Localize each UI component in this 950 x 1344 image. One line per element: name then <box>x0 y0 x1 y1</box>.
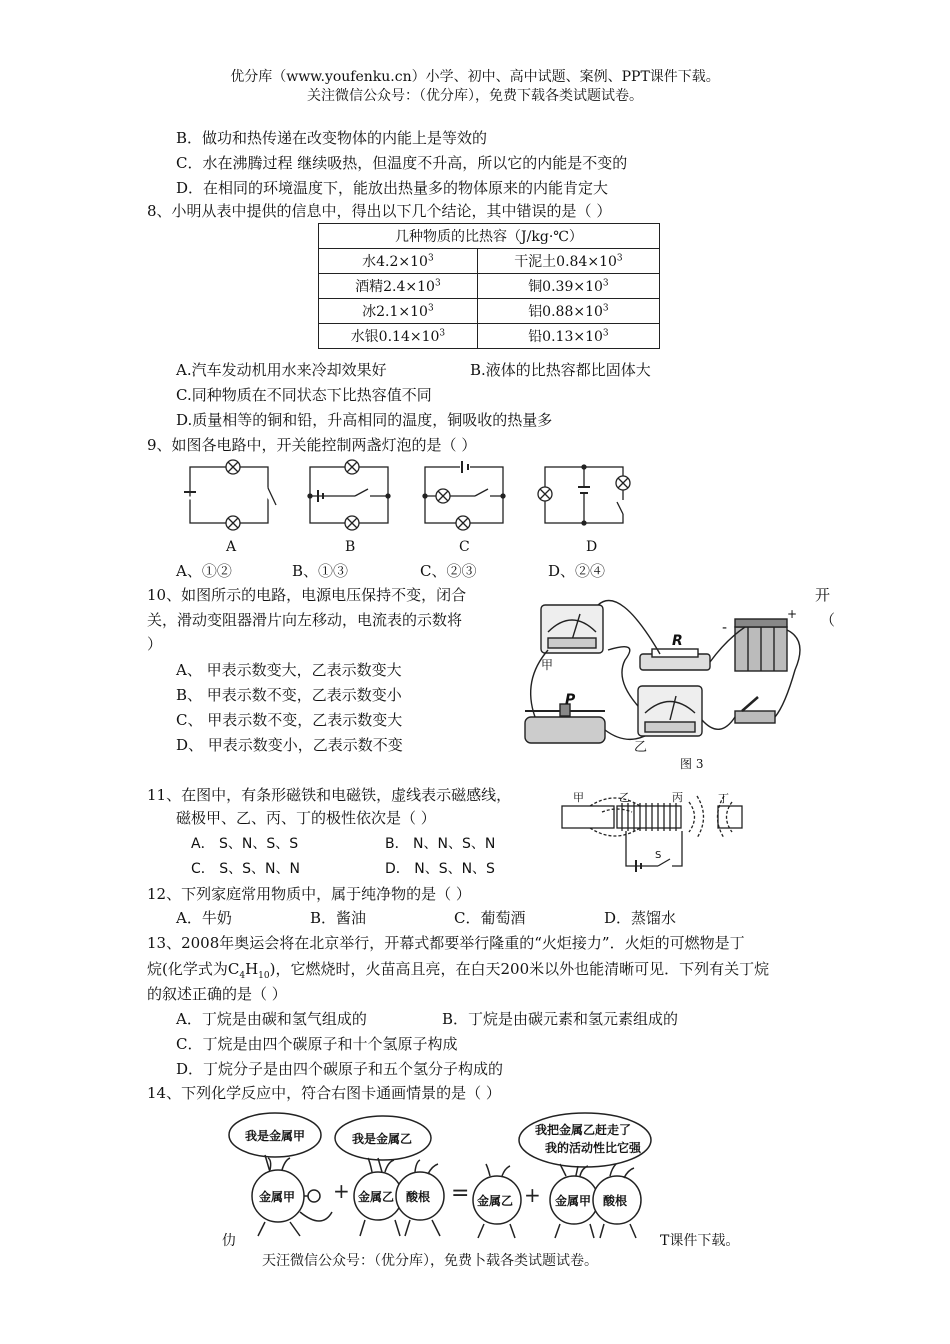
subscript-4: 4 <box>239 971 246 981</box>
q10-option-a: A、 甲表示数变大，乙表示数变大 <box>176 661 402 679</box>
q13-option-d: D．丁烷分子是由四个碳原子和五个氢分子构成的 <box>176 1060 504 1078</box>
circuit-label-b: B <box>345 539 356 555</box>
pole-jia: 甲 <box>573 791 584 804</box>
header-line-2: 关注微信公众号：（优分库），免费下载各类试题试卷。 <box>307 88 643 104</box>
q11-option-d: D． N、S、N、S <box>385 861 495 877</box>
q10-line-3: ） <box>147 635 163 653</box>
q8-option-a: A.汽车发动机用水来冷却效果好 <box>176 361 387 379</box>
char-4-label-b: 酸根 <box>603 1194 628 1208</box>
fig-label-jia: 甲 <box>541 658 554 672</box>
q14-stem: 14、下列化学反应中，符合右图卡通画情景的是（ ） <box>147 1084 501 1102</box>
table-cell: 铜0.39×10 <box>528 279 603 295</box>
q12-option-b: B．酱油 <box>310 909 367 927</box>
char-2-label-b: 酸根 <box>406 1190 431 1204</box>
q10-line-1: 10、如图所示的电路，电源电压保持不变，闭合 <box>147 586 467 604</box>
table-cell: 铅0.13×10 <box>528 329 603 345</box>
fig-label-plus: + <box>787 607 798 621</box>
pole-bing: 丙 <box>672 791 683 804</box>
fig-label-minus: - <box>722 620 728 636</box>
exponent: 3 <box>602 303 609 314</box>
switch-label-s: S <box>655 850 662 861</box>
circuit-label-d: D <box>586 539 598 555</box>
hydrogen-symbol: H <box>245 960 259 978</box>
table-cell: 铝0.88×10 <box>528 304 603 320</box>
char-4-label-a: 金属甲 <box>555 1194 592 1208</box>
q7-option-b: B．做功和热传递在改变物体的内能上是等效的 <box>176 129 488 147</box>
q8-option-d: D.质量相等的铜和铅，升高相同的温度，铜吸收的热量多 <box>176 411 553 429</box>
q13-option-a: A．丁烷是由碳和氢气组成的 <box>176 1010 367 1028</box>
q12-option-d: D．蒸馏水 <box>604 909 677 927</box>
circuit-label-c: C <box>459 539 470 555</box>
bubble-1-text: 我是金属甲 <box>245 1129 306 1143</box>
exponent: 3 <box>616 253 623 264</box>
fig-label-p: P <box>565 692 576 708</box>
bubble-3-text-b: 我的活动性比它强 <box>545 1141 642 1155</box>
exponent: 3 <box>427 253 434 264</box>
q13-line-1: 13、2008年奥运会将在北京举行，开幕式都要举行隆重的“火炬接力”．火炬的可燃物是丁 <box>147 934 745 952</box>
q12-stem: 12、下列家庭常用物质中，属于纯净物的是（ ） <box>147 885 471 903</box>
q11-line-2: 磁极甲、乙、丙、丁的极性依次是（ ） <box>176 809 436 827</box>
char-2-label-a: 金属乙 <box>358 1190 395 1204</box>
table-cell: 冰2.1×10 <box>362 304 428 320</box>
q9-stem: 9、如图各电路中，开关能控制两盏灯泡的是（ ） <box>147 436 477 454</box>
char-3-label: 金属乙 <box>477 1194 514 1208</box>
q13-option-c: C．丁烷是由四个碳原子和十个氢原子构成 <box>176 1035 458 1053</box>
char-1-label: 金属甲 <box>259 1190 296 1204</box>
exponent: 3 <box>434 278 441 289</box>
pole-ding: 丁 <box>718 792 729 805</box>
q8-option-c: C.同种物质在不同状态下比热容值不同 <box>176 386 432 404</box>
q11-option-a: A． S、N、S、S <box>191 836 299 852</box>
q9-option-d: D、②④ <box>548 562 606 580</box>
footer-fragment-left: 仂 <box>222 1233 236 1249</box>
exponent: 3 <box>602 328 609 339</box>
q9-option-b: B、①③ <box>292 562 349 580</box>
exponent: 3 <box>602 278 609 289</box>
pole-yi: 乙 <box>619 791 630 804</box>
table-cell: 酒精2.4×10 <box>355 279 435 295</box>
subscript-10: 10 <box>258 971 270 981</box>
q10-option-d: D、 甲表示数变小，乙表示数不变 <box>176 736 403 754</box>
q13-option-b: B．丁烷是由碳元素和氢元素组成的 <box>442 1010 679 1028</box>
q13-line-2b: )，它燃烧时，火苗高且亮，在白天200米以外也能清晰可见．下列有关丁烷 <box>269 960 770 978</box>
cartoon-plus-1: + <box>333 1179 350 1203</box>
circuit-label-a: A <box>226 539 237 555</box>
q12-option-c: C．葡萄酒 <box>454 909 526 927</box>
q12-option-a: A．牛奶 <box>176 909 232 927</box>
fig-label-yi: 乙 <box>634 740 648 755</box>
bubble-2-text: 我是金属乙 <box>352 1132 413 1146</box>
exponent: 3 <box>439 328 446 339</box>
footer-line-2: 天汪微信公众号：（优分库），免费卜载各类试题试卷。 <box>262 1253 598 1269</box>
cartoon-plus-2: + <box>524 1183 541 1207</box>
q8-stem: 8、小明从表中提供的信息中，得出以下几个结论，其中错误的是（ ） <box>147 202 612 220</box>
footer-fragment-right: T课件下载。 <box>660 1233 740 1249</box>
q9-option-a: A、①② <box>176 562 232 580</box>
q9-option-c: C、②③ <box>420 562 477 580</box>
q8-option-b: B.液体的比热容都比固体大 <box>470 361 651 379</box>
cartoon-equals: = <box>451 1181 470 1206</box>
header-line-1: 优分库（www.youfenku.cn）小学、初中、高中试题、案例、PPT课件下载。 <box>230 69 720 85</box>
table-title: 几种物质的比热容（J/kg·℃） <box>319 224 660 249</box>
q10-line-2-end: （ <box>820 611 836 629</box>
q10-line-1-end: 开 <box>815 586 831 604</box>
q10-line-2: 关，滑动变阻器滑片向左移动，电流表的示数将 <box>147 611 463 629</box>
table-cell: 水银0.14×10 <box>350 329 440 345</box>
table-cell: 干泥土0.84×10 <box>514 254 617 270</box>
q10-option-b: B、 甲表示数不变，乙表示数变小 <box>176 686 402 704</box>
exponent: 3 <box>427 303 434 314</box>
q11-line-1: 11、在图中，有条形磁铁和电磁铁，虚线表示磁感线， <box>147 786 512 804</box>
bubble-3-text-a: 我把金属乙赶走了 <box>535 1123 632 1137</box>
q7-option-d: D．在相同的环境温度下，能放出热量多的物体原来的内能肯定大 <box>176 179 609 197</box>
table-cell: 水4.2×10 <box>362 254 428 270</box>
q11-option-b: B． N、N、S、N <box>385 836 496 852</box>
q11-option-c: C． S、S、N、N <box>191 861 300 877</box>
fig-caption: 图 3 <box>680 757 704 771</box>
q10-option-c: C、 甲表示数不变，乙表示数变大 <box>176 711 403 729</box>
fig-label-r: R <box>672 633 683 649</box>
q13-line-2a: 烷(化学式为C <box>147 960 240 978</box>
q7-option-c: C．水在沸腾过程 继续吸热，但温度不升高，所以它的内能是不变的 <box>176 154 628 172</box>
q13-line-3: 的叙述正确的是（ ） <box>147 985 287 1003</box>
